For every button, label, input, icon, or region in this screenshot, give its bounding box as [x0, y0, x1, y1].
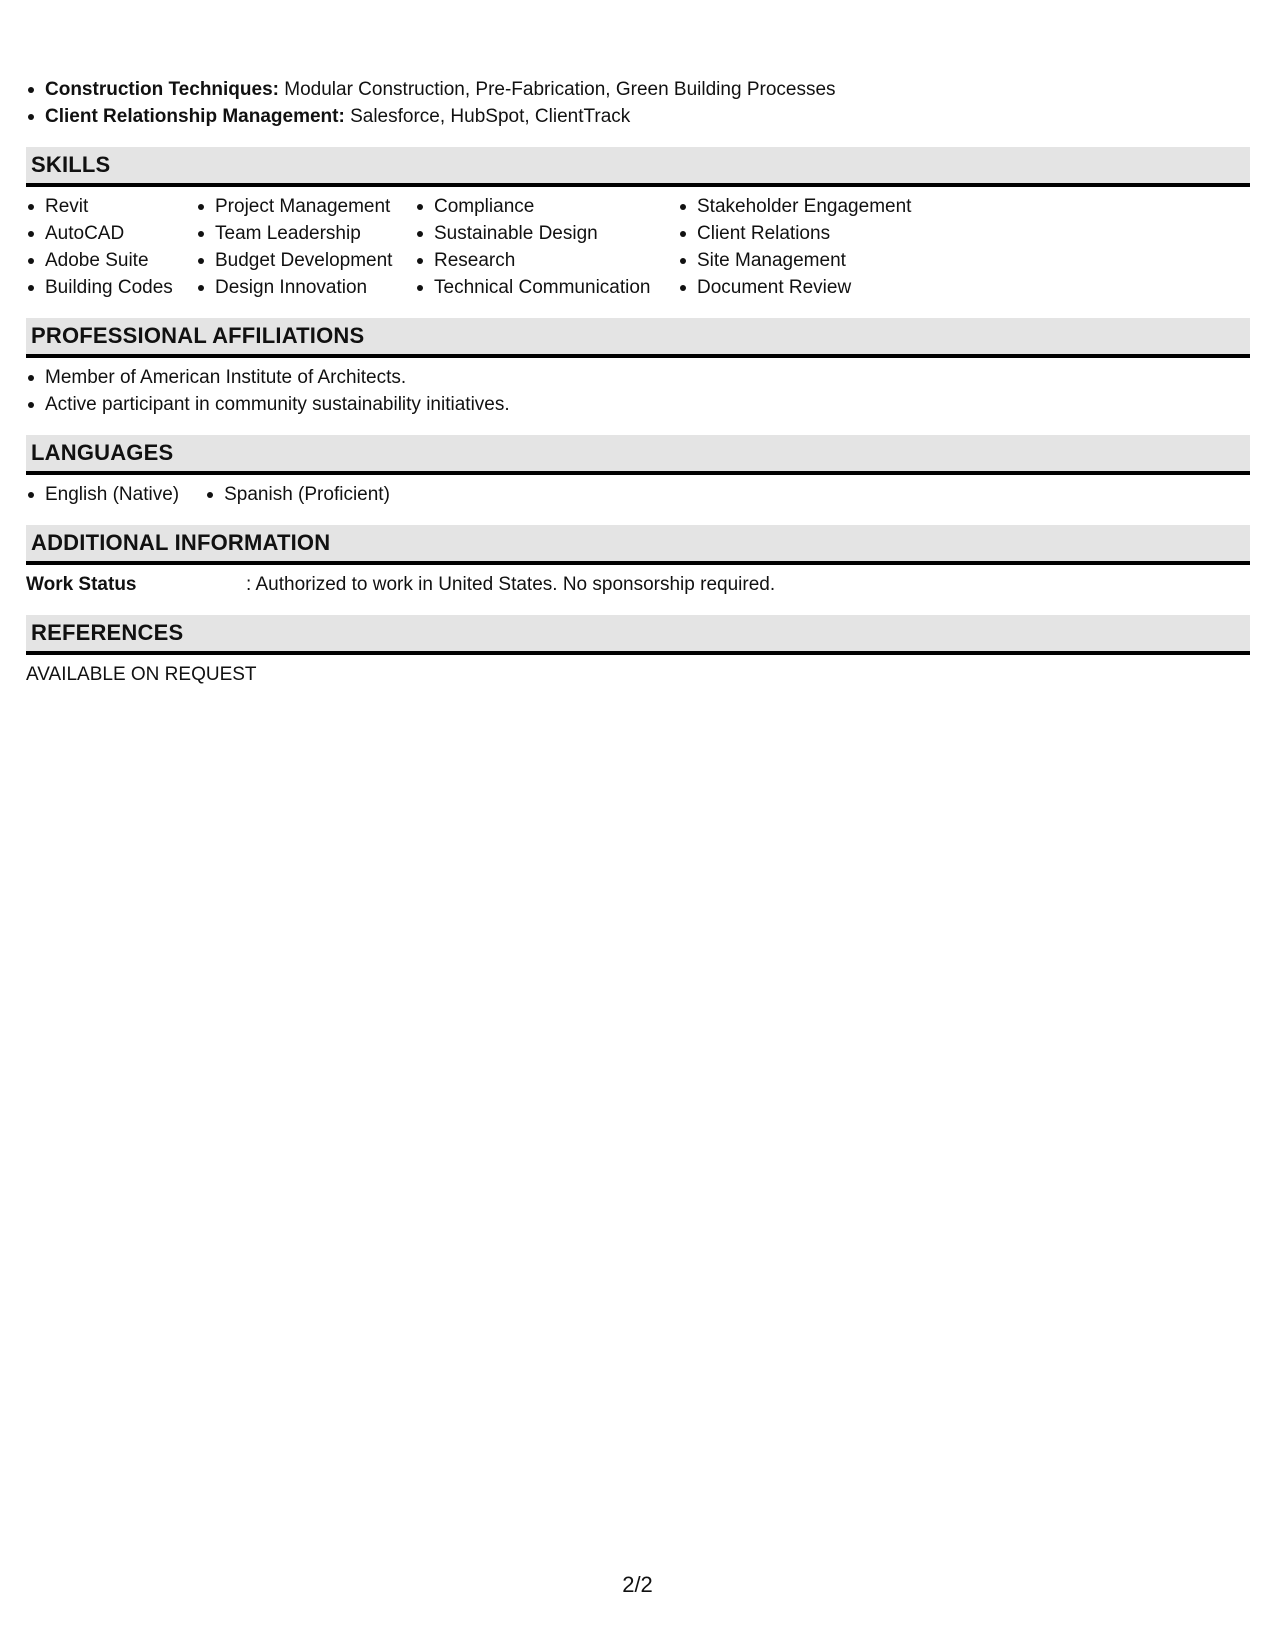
skills-column	[196, 193, 415, 301]
skill-item: Sustainable Design	[415, 220, 678, 247]
skills-column	[415, 193, 678, 301]
skills-grid	[26, 193, 1250, 301]
skill-item: Stakeholder Engagement	[678, 193, 978, 220]
skill-item: Budget Development	[196, 247, 415, 274]
language-item: Spanish (Proficient)	[205, 481, 390, 508]
skill-item: Technical Communication	[415, 274, 678, 301]
skill-item: Design Innovation	[196, 274, 415, 301]
skill-item: Adobe Suite	[26, 247, 196, 274]
section-header-skills: SKILLS	[26, 147, 1250, 187]
tech-item-value: Modular Construction, Pre-Fabrication, Green Building Processes	[278, 79, 836, 100]
page-number: 2/2	[622, 1572, 653, 1597]
skill-item: Client Relations	[678, 220, 978, 247]
section-header-references: REFERENCES	[26, 615, 1250, 655]
work-status-label: Work Status	[26, 574, 137, 595]
tech-item	[26, 103, 1250, 130]
work-status-row	[26, 571, 1250, 598]
references-text: AVAILABLE ON REQUEST	[26, 664, 257, 685]
tech-item-label: Client Relationship Management:	[45, 106, 345, 127]
technical-proficiencies-list	[26, 76, 1250, 130]
skill-item: Team Leadership	[196, 220, 415, 247]
skills-column	[26, 193, 196, 301]
language-item: English (Native)	[26, 481, 179, 508]
tech-item-label: Construction Techniques:	[45, 79, 279, 100]
section-header-affiliations: PROFESSIONAL AFFILIATIONS	[26, 318, 1250, 358]
affiliation-item: Active participant in community sustainability initiatives.	[26, 391, 1250, 418]
skill-item: Building Codes	[26, 274, 196, 301]
affiliation-item: Member of American Institute of Architects.	[26, 364, 1250, 391]
tech-item	[26, 76, 1250, 103]
skill-item: AutoCAD	[26, 220, 196, 247]
skill-item: Revit	[26, 193, 196, 220]
skill-item: Compliance	[415, 193, 678, 220]
languages-list	[26, 481, 1250, 508]
resume-page	[26, 76, 1250, 689]
affiliations-list	[26, 364, 1250, 418]
section-header-additional-information: ADDITIONAL INFORMATION	[26, 525, 1250, 565]
skills-column	[678, 193, 978, 301]
tech-item-value: Salesforce, HubSpot, ClientTrack	[344, 106, 631, 127]
work-status-value: : Authorized to work in United States. No sponsorship required.	[246, 574, 776, 595]
skill-item: Document Review	[678, 274, 978, 301]
section-header-languages: LANGUAGES	[26, 435, 1250, 475]
skill-item: Site Management	[678, 247, 978, 274]
skill-item: Project Management	[196, 193, 415, 220]
skill-item: Research	[415, 247, 678, 274]
